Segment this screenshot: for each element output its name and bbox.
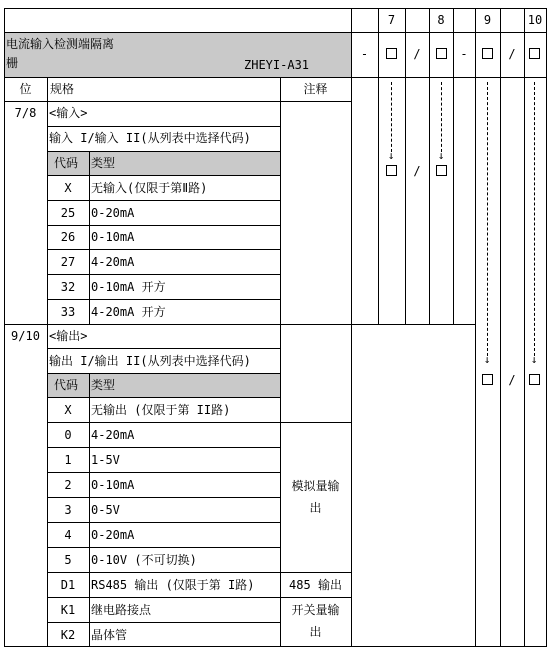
model-code: ZHEYI-A31 <box>244 58 310 72</box>
input-type: 0-10mA 开方 <box>91 280 166 294</box>
output-leader-line-9 <box>487 82 488 356</box>
border-right <box>546 8 547 647</box>
output-desc: 输出 I/输出 II(从列表中选择代码) <box>49 354 251 368</box>
output-code: 2 <box>64 478 72 492</box>
rule <box>47 200 280 201</box>
rule <box>4 77 547 78</box>
input-desc: 输入 I/输入 II(从列表中选择代码) <box>49 131 251 145</box>
output-code-header: 代码 <box>54 378 79 392</box>
input-type: 0-10mA <box>91 230 135 244</box>
output-type: 无输出 (仅限于第 II路) <box>91 403 231 417</box>
col-number-7: 7 <box>387 13 396 27</box>
col-number-10: 10 <box>527 13 543 27</box>
output-type: 0-10V (不可切换) <box>91 553 197 567</box>
output-label: <输出> <box>49 329 88 343</box>
rule <box>500 8 501 647</box>
note-analog-line2: 出 <box>309 501 322 515</box>
input-code-header-shade <box>47 151 280 175</box>
input-pos: 7/8 <box>14 106 37 120</box>
output-type: 4-20mA <box>91 428 135 442</box>
border-bottom <box>4 646 547 647</box>
rule <box>351 8 352 647</box>
rule <box>47 126 280 127</box>
output-type: 0-5V <box>91 503 120 517</box>
input-leader-line-8 <box>441 82 442 152</box>
input-type: 0-20mA <box>91 206 135 220</box>
rule <box>47 422 351 423</box>
template-slash-2: / <box>508 47 516 61</box>
input-code: 26 <box>60 230 76 244</box>
rule <box>280 77 281 647</box>
output-leader-line-10 <box>534 82 535 356</box>
rule <box>475 8 476 647</box>
rule <box>89 151 90 324</box>
input-type-header: 类型 <box>91 156 116 170</box>
rule <box>47 373 280 374</box>
col-number-8: 8 <box>437 13 445 27</box>
output-code: 4 <box>64 528 72 542</box>
template-slash-1: / <box>413 47 421 61</box>
output-type: 0-20mA <box>91 528 135 542</box>
note-analog-line1: 模拟量输 <box>291 479 340 493</box>
rule <box>47 447 280 448</box>
code-box-9 <box>482 48 493 59</box>
code-box-10 <box>529 48 540 59</box>
rule <box>524 8 525 647</box>
output-box-9 <box>482 374 493 385</box>
arrow-down-icon: ↓ <box>437 149 445 162</box>
input-type: 4-20mA <box>91 255 135 269</box>
output-type: 1-5V <box>91 453 120 467</box>
rule <box>47 225 280 226</box>
note-switch-line1: 开关量输 <box>291 603 340 617</box>
input-code: 33 <box>60 305 76 319</box>
title-line2: 栅 <box>6 56 19 70</box>
rule <box>4 324 475 325</box>
rule <box>47 622 280 623</box>
output-code: 5 <box>64 553 72 567</box>
rule <box>47 497 280 498</box>
rule <box>47 472 280 473</box>
input-code: 32 <box>60 280 76 294</box>
rule <box>47 572 351 573</box>
rule <box>47 348 280 349</box>
header-spec: 规格 <box>50 82 75 96</box>
output-code: K2 <box>60 628 76 642</box>
rule <box>4 32 547 33</box>
output-pos: 9/10 <box>11 329 40 343</box>
output-code: 0 <box>64 428 72 442</box>
note-rs485: 485 输出 <box>289 578 342 592</box>
input-slash: / <box>413 164 421 178</box>
code-box-7 <box>386 48 397 59</box>
rule <box>47 299 280 300</box>
arrow-down-icon: ↓ <box>387 149 395 162</box>
rule <box>89 373 90 647</box>
arrow-down-icon: ↓ <box>483 353 491 366</box>
header-note: 注释 <box>303 82 328 96</box>
header-pos: 位 <box>19 82 32 96</box>
input-code-header: 代码 <box>54 156 79 170</box>
output-code: 3 <box>64 503 72 517</box>
rule <box>429 8 430 324</box>
note-switch-line2: 出 <box>309 625 322 639</box>
code-box-8 <box>436 48 447 59</box>
input-type: 4-20mA 开方 <box>91 305 166 319</box>
rule <box>47 397 280 398</box>
output-code-header-shade <box>47 373 280 397</box>
input-box-7 <box>386 165 397 176</box>
input-label: <输入> <box>49 106 88 120</box>
rule <box>47 249 280 250</box>
rule <box>47 522 280 523</box>
rule <box>4 101 351 102</box>
output-box-10 <box>529 374 540 385</box>
border-left <box>4 8 5 647</box>
border-top <box>4 8 547 9</box>
title-line1: 电流输入检测端隔离 <box>6 37 115 51</box>
template-dash-1: - <box>360 47 369 61</box>
arrow-down-icon: ↓ <box>530 353 538 366</box>
output-slash: / <box>508 373 516 387</box>
output-code: D1 <box>60 578 76 592</box>
input-type: 无输入(仅限于第Ⅱ路) <box>91 181 208 195</box>
output-type: 0-10mA <box>91 478 135 492</box>
input-box-8 <box>436 165 447 176</box>
rule <box>47 547 280 548</box>
rule <box>47 175 280 176</box>
output-code: 1 <box>64 453 72 467</box>
template-dash-2: - <box>460 47 468 61</box>
input-leader-line-7 <box>391 82 392 152</box>
output-code: K1 <box>60 603 76 617</box>
rule <box>47 274 280 275</box>
rule <box>47 151 280 152</box>
output-type: 晶体管 <box>91 628 128 642</box>
input-code: 25 <box>60 206 76 220</box>
rule <box>47 597 351 598</box>
rule <box>378 8 379 324</box>
output-type: RS485 输出 (仅限于第 I路) <box>91 578 255 592</box>
output-type: 继电路接点 <box>91 603 152 617</box>
output-code: X <box>64 403 72 417</box>
input-code: X <box>64 181 72 195</box>
col-number-9: 9 <box>483 13 492 27</box>
input-code: 27 <box>60 255 76 269</box>
output-type-header: 类型 <box>91 378 116 392</box>
